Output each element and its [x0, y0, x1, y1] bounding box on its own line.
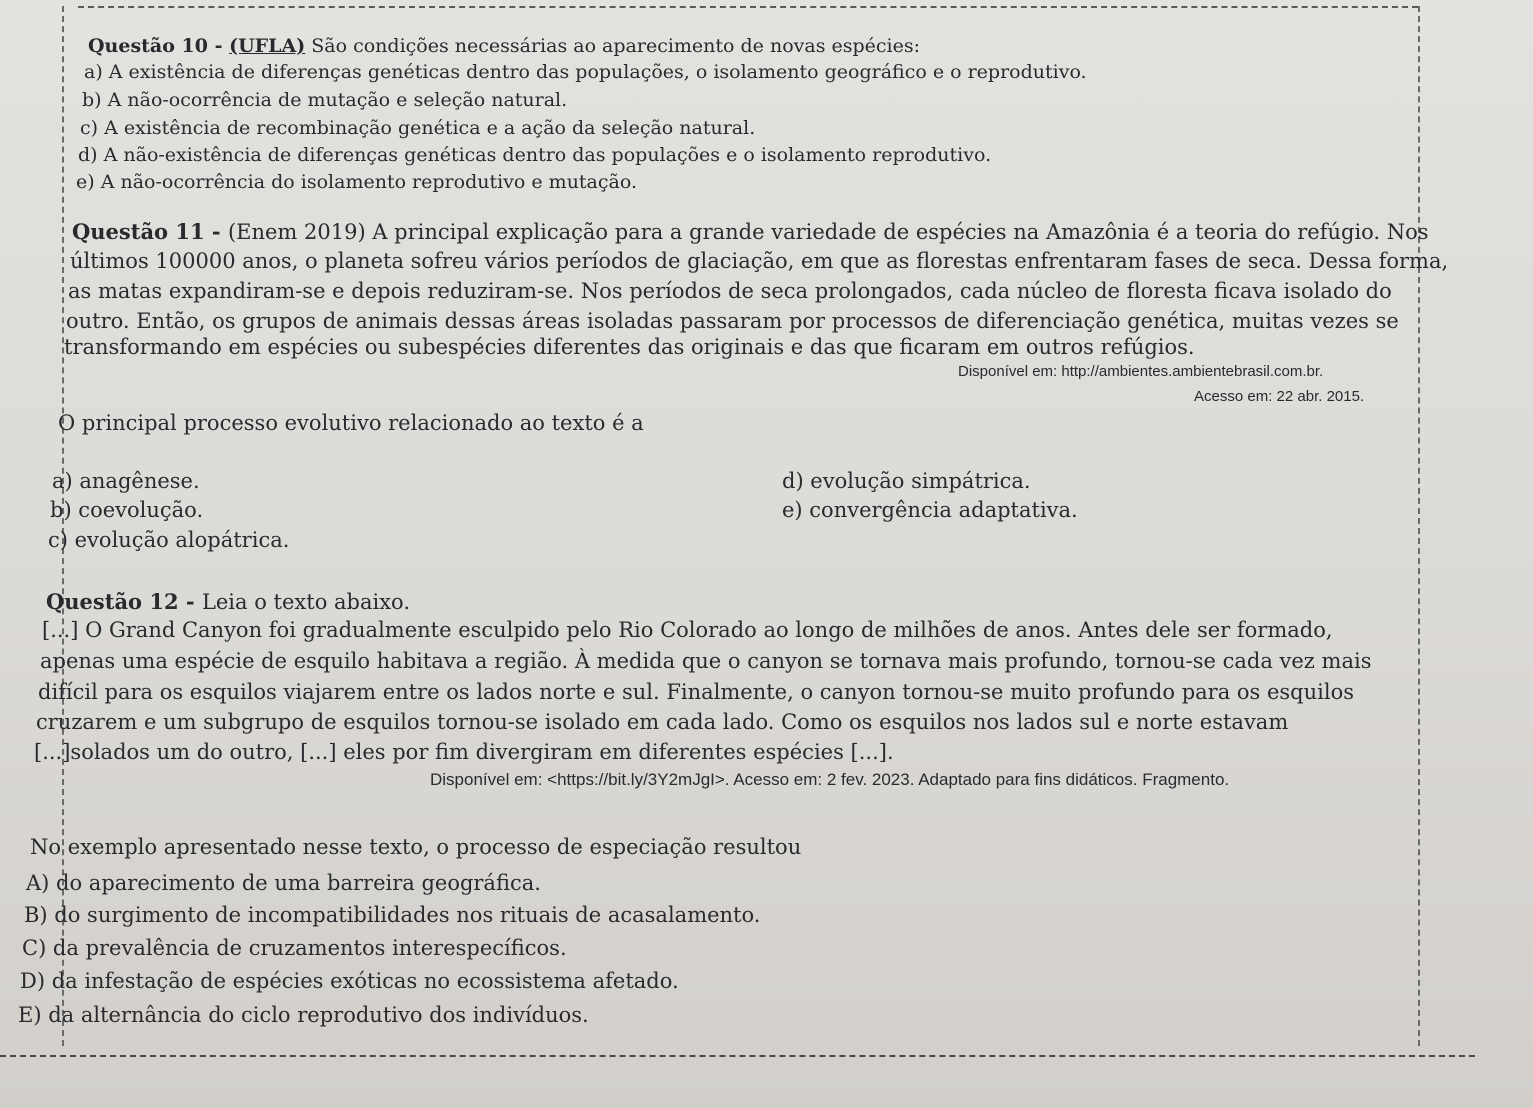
q11-option-e: e) convergência adaptativa.: [782, 498, 1078, 522]
q11-source-line-1: Disponível em: http://ambientes.ambientebrasil.com.br.: [958, 363, 1324, 380]
q11-option-c: c) evolução alopátrica.: [48, 528, 290, 552]
q12-header: [46, 588, 410, 616]
q10-option-b: b) A não-ocorrência de mutação e seleção natural.: [82, 89, 568, 111]
q12-option-e: E) da alternância do ciclo reprodutivo dos indivíduos.: [18, 1003, 589, 1027]
q12-option-a: A) do aparecimento de uma barreira geográfica.: [26, 871, 541, 895]
q12-text-line-2: apenas uma espécie de esquilo habitava a região. À medida que o canyon se tornava mais profundo, tornou-se cada vez mais: [40, 649, 1372, 673]
q10-source: (UFLA): [229, 35, 306, 57]
q11-option-b: b) coevolução.: [50, 498, 204, 522]
q12-prompt: No exemplo apresentado nesse texto, o processo de especiação resultou: [30, 835, 802, 859]
q12-text-line-3: difícil para os esquilos viajarem entre os lados norte e sul. Finalmente, o canyon tornou-se muito profundo para os esquilos: [38, 680, 1355, 704]
q10-option-d: d) A não-existência de diferenças genéticas dentro das populações e o isolamento reprodutivo.: [78, 144, 992, 166]
q11-text-1: (Enem 2019) A principal explicação para a grande variedade de espécies na Amazônia é a teoria do refúgio. Nos: [227, 220, 1429, 244]
q11-line-1: [72, 218, 1429, 246]
q11-prompt: O principal processo evolutivo relacionado ao texto é a: [58, 411, 644, 435]
q11-source-line-2: Acesso em: 22 abr. 2015.: [1194, 388, 1365, 405]
dashed-border-bottom: [0, 1055, 1475, 1057]
q12-text-line-4: cruzarem e um subgrupo de esquilos tornou-se isolado em cada lado. Como os esquilos nos lados sul e norte estavam: [36, 710, 1289, 734]
q10-header: [88, 34, 920, 58]
q12-option-d: D) da infestação de espécies exóticas no ecossistema afetado.: [20, 969, 679, 993]
q11-option-a: a) anagênese.: [52, 469, 200, 493]
q10-option-c: c) A existência de recombinação genética e a ação da seleção natural.: [80, 117, 756, 139]
q12-text-line-5: [...]solados um do outro, [...] eles por fim divergiram em diferentes espécies [...].: [34, 740, 894, 764]
dashed-border-right: [1418, 6, 1420, 1046]
q12-text-line-1: [...] O Grand Canyon foi gradualmente esculpido pelo Rio Colorado ao longo de milhões de anos. Antes dele ser formado,: [42, 618, 1333, 642]
q10-label: Questão 10 -: [88, 35, 230, 57]
q11-line-4: outro. Então, os grupos de animais dessas áreas isoladas passaram por processos de diferenciação genética, muitas vezes se: [66, 309, 1399, 333]
q12-option-b: B) do surgimento de incompatibilidades nos rituais de acasalamento.: [24, 903, 761, 927]
q12-option-c: C) da prevalência de cruzamentos interespecíficos.: [22, 936, 567, 960]
q11-line-2: últimos 100000 anos, o planeta sofreu vários períodos de glaciação, em que as florestas enfrentaram fases de seca. Dessa forma,: [70, 249, 1449, 273]
dashed-border-top: [78, 6, 1418, 8]
q11-label: Questão 11 -: [72, 219, 228, 244]
q11-line-3: as matas expandiram-se e depois reduziram-se. Nos períodos de seca prolongados, cada núcleo de floresta ficava isolado do: [68, 279, 1392, 303]
q10-option-a: a) A existência de diferenças genéticas dentro das populações, o isolamento geográfico e o reprodutivo.: [84, 61, 1087, 83]
q11-option-d: d) evolução simpátrica.: [782, 469, 1031, 493]
q10-option-e: e) A não-ocorrência do isolamento reprodutivo e mutação.: [76, 171, 638, 193]
q12-intro: Leia o texto abaixo.: [201, 590, 410, 614]
q12-label: Questão 12 -: [46, 589, 202, 614]
q11-line-5: transformando em espécies ou subespécies diferentes das originais e das que ficaram em outros refúgios.: [64, 335, 1195, 359]
q10-stem: São condições necessárias ao aparecimento de novas espécies:: [305, 35, 921, 57]
q12-source: Disponível em: <https://bit.ly/3Y2mJgI>. Acesso em: 2 fev. 2023. Adaptado para fins didáticos. Fragmento.: [430, 770, 1230, 789]
